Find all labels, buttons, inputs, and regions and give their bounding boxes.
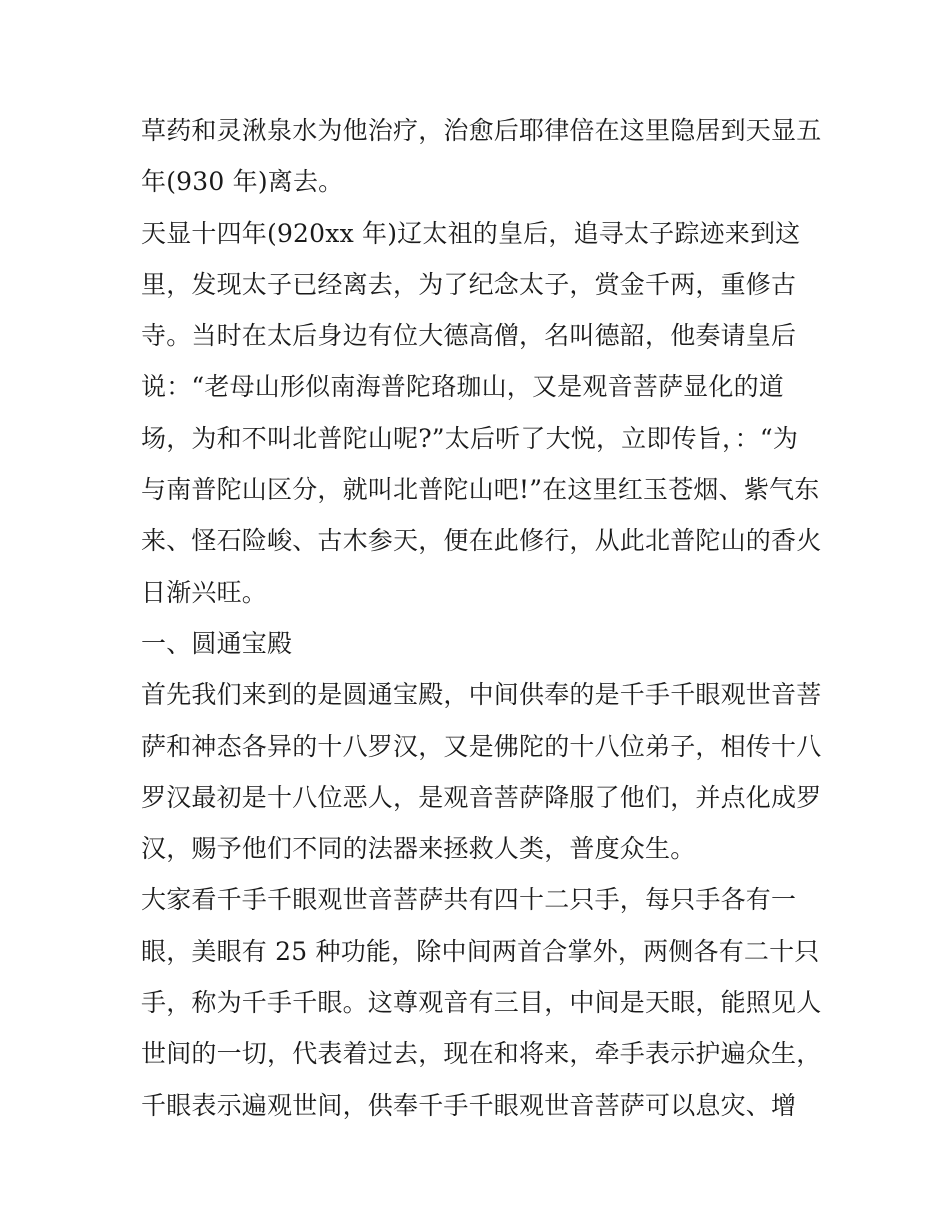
text-line: 日渐兴旺。 xyxy=(141,577,268,607)
text-line: 草药和灵湫泉水为他治疗，治愈后耶律倍在这里隐居到天显五 xyxy=(141,116,822,145)
text-line: 大家看千手千眼观世音菩萨共有四十二只手，每只手各有一 xyxy=(141,885,797,915)
text-line: 寺。当时在太后身边有位大德高僧，名叫德韶，他奏请皇后 xyxy=(141,321,797,351)
text-line: 萨和神态各异的十八罗汉，又是佛陀的十八位弟子，相传十八 xyxy=(141,731,822,761)
text-line: 与南普陀山区分，就叫北普陀山吧!”在这里红玉苍烟、紫气东 xyxy=(141,475,820,505)
text-line: 说：“老母山形似南海普陀珞珈山，又是观音菩萨显化的道 xyxy=(141,372,784,402)
body-text xyxy=(141,105,821,1131)
text-line: 手，称为千手千眼。这尊观音有三目，中间是天眼，能照见人 xyxy=(141,988,822,1018)
text-line: 场，为和不叫北普陀山呢?”太后听了大悦，立即传旨，：“为 xyxy=(141,423,799,453)
text-line: 里，发现太子已经离去，为了纪念太子，赏金千两，重修古 xyxy=(141,269,797,299)
text-line: 天显十四年(920xx 年)辽太祖的皇后，追寻太子踪迹来到这 xyxy=(141,218,801,248)
text-line: 世间的一切，代表着过去，现在和将来，牵手表示护遍众生， xyxy=(141,1039,822,1069)
text-line: 千眼表示遍观世间，供奉千手千眼观世音菩萨可以息灾、增 xyxy=(141,1090,797,1120)
text-line: 首先我们来到的是圆通宝殿，中间供奉的是千手千眼观世音菩 xyxy=(141,680,822,710)
text-line: 罗汉最初是十八位恶人，是观音菩萨降服了他们，并点化成罗 xyxy=(141,782,822,812)
section-heading: 一、圆通宝殿 xyxy=(141,628,293,658)
text-line: 汉，赐予他们不同的法器来拯救人类，普度众生。 xyxy=(141,834,696,864)
text-line: 眼，美眼有 25 种功能，除中间两首合掌外，两侧各有二十只 xyxy=(141,936,820,966)
text-line: 来、怪石险峻、古木参天，便在此修行，从此北普陀山的香火 xyxy=(141,526,822,556)
text-line: 年(930 年)离去。 xyxy=(141,167,344,197)
